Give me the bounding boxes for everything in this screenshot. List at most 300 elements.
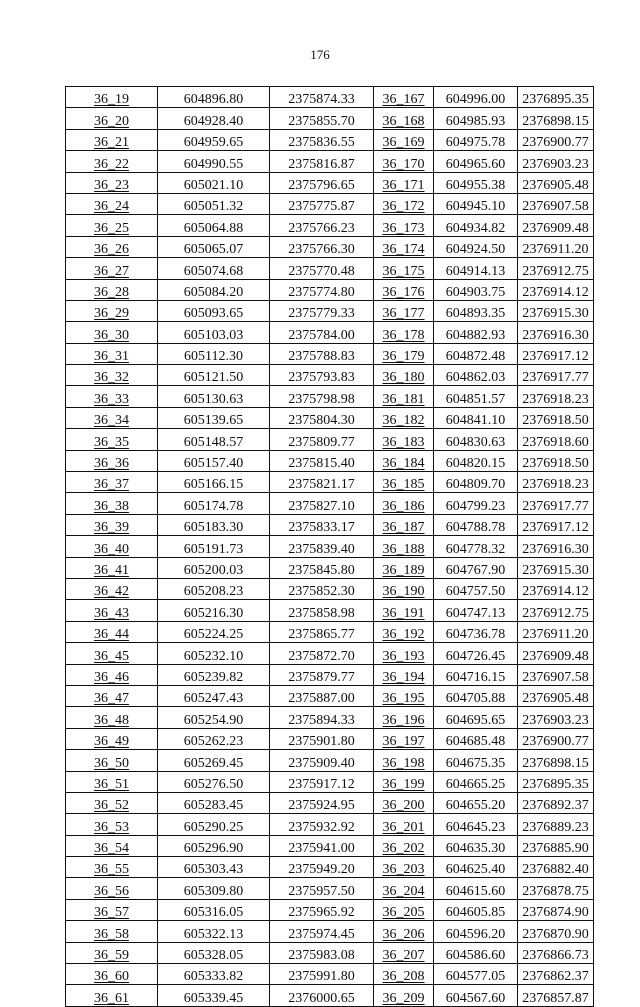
x-coordinate-cell: 605216.30 — [158, 600, 270, 621]
x-coordinate-cell: 605139.65 — [158, 407, 270, 428]
point-id-cell: 36_59 — [66, 942, 158, 963]
x-coordinate-cell: 604567.60 — [434, 985, 518, 1006]
y-coordinate-cell: 2375887.00 — [270, 685, 374, 706]
x-coordinate-cell: 604928.40 — [158, 108, 270, 129]
point-id-cell: 36_194 — [374, 664, 434, 685]
x-coordinate-cell: 604996.00 — [434, 87, 518, 108]
point-id-cell: 36_29 — [66, 300, 158, 321]
point-id-cell: 36_173 — [374, 215, 434, 236]
y-coordinate-cell: 2376905.48 — [518, 685, 594, 706]
y-coordinate-cell: 2376905.48 — [518, 172, 594, 193]
y-coordinate-cell: 2375796.65 — [270, 172, 374, 193]
point-id-cell: 36_175 — [374, 258, 434, 279]
point-id-cell: 36_171 — [374, 172, 434, 193]
table-row — [66, 215, 594, 236]
y-coordinate-cell: 2375901.80 — [270, 728, 374, 749]
y-coordinate-cell: 2375770.48 — [270, 258, 374, 279]
table-row — [66, 557, 594, 578]
point-id-cell: 36_47 — [66, 685, 158, 706]
x-coordinate-cell: 604841.10 — [434, 407, 518, 428]
x-coordinate-cell: 605093.65 — [158, 300, 270, 321]
table-row — [66, 643, 594, 664]
y-coordinate-cell: 2376914.12 — [518, 578, 594, 599]
x-coordinate-cell: 604903.75 — [434, 279, 518, 300]
y-coordinate-cell: 2376874.90 — [518, 899, 594, 920]
x-coordinate-cell: 605269.45 — [158, 750, 270, 771]
point-id-cell: 36_40 — [66, 536, 158, 557]
point-id-cell: 36_198 — [374, 750, 434, 771]
table-row — [66, 343, 594, 364]
point-id-cell: 36_57 — [66, 899, 158, 920]
x-coordinate-cell: 604975.78 — [434, 129, 518, 150]
x-coordinate-cell: 605276.50 — [158, 771, 270, 792]
y-coordinate-cell: 2376911.20 — [518, 621, 594, 642]
x-coordinate-cell: 604605.85 — [434, 899, 518, 920]
table-row — [66, 129, 594, 150]
table-row — [66, 985, 594, 1006]
x-coordinate-cell: 604934.82 — [434, 215, 518, 236]
y-coordinate-cell: 2376918.23 — [518, 386, 594, 407]
y-coordinate-cell: 2376911.20 — [518, 236, 594, 257]
y-coordinate-cell: 2376912.75 — [518, 258, 594, 279]
x-coordinate-cell: 605283.45 — [158, 792, 270, 813]
point-id-cell: 36_34 — [66, 407, 158, 428]
point-id-cell: 36_36 — [66, 450, 158, 471]
x-coordinate-cell: 604736.78 — [434, 621, 518, 642]
x-coordinate-cell: 604959.65 — [158, 129, 270, 150]
y-coordinate-cell: 2375855.70 — [270, 108, 374, 129]
x-coordinate-cell: 604820.15 — [434, 450, 518, 471]
point-id-cell: 36_32 — [66, 365, 158, 386]
table-row — [66, 108, 594, 129]
point-id-cell: 36_49 — [66, 728, 158, 749]
point-id-cell: 36_30 — [66, 322, 158, 343]
y-coordinate-cell: 2375804.30 — [270, 407, 374, 428]
point-id-cell: 36_185 — [374, 472, 434, 493]
x-coordinate-cell: 604924.50 — [434, 236, 518, 257]
y-coordinate-cell: 2376915.30 — [518, 557, 594, 578]
x-coordinate-cell: 604809.70 — [434, 472, 518, 493]
table-row — [66, 835, 594, 856]
table-row — [66, 771, 594, 792]
y-coordinate-cell: 2376900.77 — [518, 728, 594, 749]
y-coordinate-cell: 2375784.00 — [270, 322, 374, 343]
point-id-cell: 36_209 — [374, 985, 434, 1006]
point-id-cell: 36_169 — [374, 129, 434, 150]
y-coordinate-cell: 2375894.33 — [270, 707, 374, 728]
x-coordinate-cell: 605166.15 — [158, 472, 270, 493]
x-coordinate-cell: 604615.60 — [434, 878, 518, 899]
point-id-cell: 36_27 — [66, 258, 158, 279]
y-coordinate-cell: 2375793.83 — [270, 365, 374, 386]
x-coordinate-cell: 605112.30 — [158, 343, 270, 364]
y-coordinate-cell: 2376903.23 — [518, 151, 594, 172]
x-coordinate-cell: 604675.35 — [434, 750, 518, 771]
y-coordinate-cell: 2375821.17 — [270, 472, 374, 493]
x-coordinate-cell: 604985.93 — [434, 108, 518, 129]
point-id-cell: 36_21 — [66, 129, 158, 150]
y-coordinate-cell: 2375815.40 — [270, 450, 374, 471]
table-row — [66, 750, 594, 771]
point-id-cell: 36_178 — [374, 322, 434, 343]
point-id-cell: 36_172 — [374, 193, 434, 214]
table-row — [66, 707, 594, 728]
y-coordinate-cell: 2375957.50 — [270, 878, 374, 899]
y-coordinate-cell: 2375809.77 — [270, 429, 374, 450]
point-id-cell: 36_42 — [66, 578, 158, 599]
point-id-cell: 36_58 — [66, 921, 158, 942]
table-row — [66, 899, 594, 920]
point-id-cell: 36_41 — [66, 557, 158, 578]
y-coordinate-cell: 2375858.98 — [270, 600, 374, 621]
x-coordinate-cell: 604716.15 — [434, 664, 518, 685]
table-row — [66, 514, 594, 535]
x-coordinate-cell: 604799.23 — [434, 493, 518, 514]
x-coordinate-cell: 605074.68 — [158, 258, 270, 279]
point-id-cell: 36_43 — [66, 600, 158, 621]
point-id-cell: 36_23 — [66, 172, 158, 193]
y-coordinate-cell: 2375924.95 — [270, 792, 374, 813]
point-id-cell: 36_206 — [374, 921, 434, 942]
y-coordinate-cell: 2376900.77 — [518, 129, 594, 150]
point-id-cell: 36_186 — [374, 493, 434, 514]
x-coordinate-cell: 605208.23 — [158, 578, 270, 599]
y-coordinate-cell: 2375909.40 — [270, 750, 374, 771]
y-coordinate-cell: 2375974.45 — [270, 921, 374, 942]
table-row — [66, 450, 594, 471]
x-coordinate-cell: 604872.48 — [434, 343, 518, 364]
y-coordinate-cell: 2376895.35 — [518, 87, 594, 108]
y-coordinate-cell: 2375917.12 — [270, 771, 374, 792]
point-id-cell: 36_26 — [66, 236, 158, 257]
table-body — [66, 87, 594, 1007]
x-coordinate-cell: 604665.25 — [434, 771, 518, 792]
x-coordinate-cell: 605103.03 — [158, 322, 270, 343]
point-id-cell: 36_48 — [66, 707, 158, 728]
y-coordinate-cell: 2376917.12 — [518, 343, 594, 364]
x-coordinate-cell: 605339.45 — [158, 985, 270, 1006]
y-coordinate-cell: 2375941.00 — [270, 835, 374, 856]
x-coordinate-cell: 604851.57 — [434, 386, 518, 407]
table-row — [66, 193, 594, 214]
x-coordinate-cell: 605254.90 — [158, 707, 270, 728]
x-coordinate-cell: 604914.13 — [434, 258, 518, 279]
table-row — [66, 258, 594, 279]
y-coordinate-cell: 2375766.23 — [270, 215, 374, 236]
table-row — [66, 921, 594, 942]
table-row — [66, 664, 594, 685]
point-id-cell: 36_180 — [374, 365, 434, 386]
point-id-cell: 36_170 — [374, 151, 434, 172]
point-id-cell: 36_39 — [66, 514, 158, 535]
y-coordinate-cell: 2375983.08 — [270, 942, 374, 963]
point-id-cell: 36_181 — [374, 386, 434, 407]
point-id-cell: 36_38 — [66, 493, 158, 514]
point-id-cell: 36_190 — [374, 578, 434, 599]
point-id-cell: 36_182 — [374, 407, 434, 428]
x-coordinate-cell: 605247.43 — [158, 685, 270, 706]
table-row — [66, 600, 594, 621]
table-row — [66, 236, 594, 257]
table-row — [66, 964, 594, 985]
table-row — [66, 493, 594, 514]
y-coordinate-cell: 2375774.80 — [270, 279, 374, 300]
point-id-cell: 36_176 — [374, 279, 434, 300]
point-id-cell: 36_45 — [66, 643, 158, 664]
table-row — [66, 279, 594, 300]
point-id-cell: 36_205 — [374, 899, 434, 920]
point-id-cell: 36_208 — [374, 964, 434, 985]
x-coordinate-cell: 604896.80 — [158, 87, 270, 108]
table-row — [66, 172, 594, 193]
point-id-cell: 36_61 — [66, 985, 158, 1006]
y-coordinate-cell: 2375798.98 — [270, 386, 374, 407]
y-coordinate-cell: 2376857.87 — [518, 985, 594, 1006]
y-coordinate-cell: 2375965.92 — [270, 899, 374, 920]
y-coordinate-cell: 2375836.55 — [270, 129, 374, 150]
y-coordinate-cell: 2376866.73 — [518, 942, 594, 963]
x-coordinate-cell: 604955.38 — [434, 172, 518, 193]
y-coordinate-cell: 2376889.23 — [518, 814, 594, 835]
point-id-cell: 36_28 — [66, 279, 158, 300]
y-coordinate-cell: 2375845.80 — [270, 557, 374, 578]
point-id-cell: 36_203 — [374, 857, 434, 878]
table-row — [66, 857, 594, 878]
y-coordinate-cell: 2375879.77 — [270, 664, 374, 685]
point-id-cell: 36_31 — [66, 343, 158, 364]
table-row — [66, 814, 594, 835]
point-id-cell: 36_201 — [374, 814, 434, 835]
y-coordinate-cell: 2376000.65 — [270, 985, 374, 1006]
table-row — [66, 386, 594, 407]
table-row — [66, 472, 594, 493]
x-coordinate-cell: 604726.45 — [434, 643, 518, 664]
point-id-cell: 36_25 — [66, 215, 158, 236]
point-id-cell: 36_196 — [374, 707, 434, 728]
table-row — [66, 365, 594, 386]
x-coordinate-cell: 604695.65 — [434, 707, 518, 728]
x-coordinate-cell: 604778.32 — [434, 536, 518, 557]
point-id-cell: 36_174 — [374, 236, 434, 257]
x-coordinate-cell: 605130.63 — [158, 386, 270, 407]
point-id-cell: 36_56 — [66, 878, 158, 899]
x-coordinate-cell: 605309.80 — [158, 878, 270, 899]
x-coordinate-cell: 605021.10 — [158, 172, 270, 193]
x-coordinate-cell: 604747.13 — [434, 600, 518, 621]
y-coordinate-cell: 2376898.15 — [518, 750, 594, 771]
x-coordinate-cell: 605084.20 — [158, 279, 270, 300]
y-coordinate-cell: 2376918.23 — [518, 472, 594, 493]
coordinates-table — [65, 86, 594, 1007]
point-id-cell: 36_46 — [66, 664, 158, 685]
table-row — [66, 621, 594, 642]
x-coordinate-cell: 604882.93 — [434, 322, 518, 343]
x-coordinate-cell: 604645.23 — [434, 814, 518, 835]
x-coordinate-cell: 605191.73 — [158, 536, 270, 557]
x-coordinate-cell: 605316.05 — [158, 899, 270, 920]
x-coordinate-cell: 605328.05 — [158, 942, 270, 963]
x-coordinate-cell: 604596.20 — [434, 921, 518, 942]
point-id-cell: 36_188 — [374, 536, 434, 557]
x-coordinate-cell: 604767.90 — [434, 557, 518, 578]
y-coordinate-cell: 2375949.20 — [270, 857, 374, 878]
y-coordinate-cell: 2376914.12 — [518, 279, 594, 300]
x-coordinate-cell: 605051.32 — [158, 193, 270, 214]
y-coordinate-cell: 2375788.83 — [270, 343, 374, 364]
x-coordinate-cell: 604655.20 — [434, 792, 518, 813]
y-coordinate-cell: 2376862.37 — [518, 964, 594, 985]
y-coordinate-cell: 2375827.10 — [270, 493, 374, 514]
point-id-cell: 36_204 — [374, 878, 434, 899]
table-row — [66, 578, 594, 599]
point-id-cell: 36_192 — [374, 621, 434, 642]
page-number: 176 — [310, 47, 330, 62]
x-coordinate-cell: 604757.50 — [434, 578, 518, 599]
point-id-cell: 36_51 — [66, 771, 158, 792]
x-coordinate-cell: 605064.88 — [158, 215, 270, 236]
y-coordinate-cell: 2376909.48 — [518, 215, 594, 236]
y-coordinate-cell: 2376903.23 — [518, 707, 594, 728]
x-coordinate-cell: 605239.82 — [158, 664, 270, 685]
point-id-cell: 36_54 — [66, 835, 158, 856]
y-coordinate-cell: 2376892.37 — [518, 792, 594, 813]
point-id-cell: 36_35 — [66, 429, 158, 450]
point-id-cell: 36_195 — [374, 685, 434, 706]
table-row — [66, 685, 594, 706]
point-id-cell: 36_52 — [66, 792, 158, 813]
y-coordinate-cell: 2376878.75 — [518, 878, 594, 899]
y-coordinate-cell: 2376917.77 — [518, 493, 594, 514]
y-coordinate-cell: 2376917.12 — [518, 514, 594, 535]
table-row — [66, 536, 594, 557]
x-coordinate-cell: 605121.50 — [158, 365, 270, 386]
y-coordinate-cell: 2376916.30 — [518, 322, 594, 343]
x-coordinate-cell: 605262.23 — [158, 728, 270, 749]
table-row — [66, 878, 594, 899]
point-id-cell: 36_22 — [66, 151, 158, 172]
x-coordinate-cell: 604830.63 — [434, 429, 518, 450]
y-coordinate-cell: 2376916.30 — [518, 536, 594, 557]
point-id-cell: 36_189 — [374, 557, 434, 578]
x-coordinate-cell: 604945.10 — [434, 193, 518, 214]
y-coordinate-cell: 2376907.58 — [518, 664, 594, 685]
y-coordinate-cell: 2376912.75 — [518, 600, 594, 621]
y-coordinate-cell: 2375932.92 — [270, 814, 374, 835]
point-id-cell: 36_60 — [66, 964, 158, 985]
point-id-cell: 36_202 — [374, 835, 434, 856]
x-coordinate-cell: 604577.05 — [434, 964, 518, 985]
point-id-cell: 36_191 — [374, 600, 434, 621]
point-id-cell: 36_199 — [374, 771, 434, 792]
y-coordinate-cell: 2375816.87 — [270, 151, 374, 172]
y-coordinate-cell: 2375852.30 — [270, 578, 374, 599]
y-coordinate-cell: 2376895.35 — [518, 771, 594, 792]
y-coordinate-cell: 2375766.30 — [270, 236, 374, 257]
y-coordinate-cell: 2376907.58 — [518, 193, 594, 214]
y-coordinate-cell: 2376898.15 — [518, 108, 594, 129]
x-coordinate-cell: 605290.25 — [158, 814, 270, 835]
x-coordinate-cell: 605303.43 — [158, 857, 270, 878]
y-coordinate-cell: 2375833.17 — [270, 514, 374, 535]
y-coordinate-cell: 2375839.40 — [270, 536, 374, 557]
table-row — [66, 322, 594, 343]
table-row — [66, 728, 594, 749]
point-id-cell: 36_200 — [374, 792, 434, 813]
point-id-cell: 36_50 — [66, 750, 158, 771]
x-coordinate-cell: 604862.03 — [434, 365, 518, 386]
table-row — [66, 87, 594, 108]
point-id-cell: 36_19 — [66, 87, 158, 108]
point-id-cell: 36_207 — [374, 942, 434, 963]
x-coordinate-cell: 605224.25 — [158, 621, 270, 642]
table-row — [66, 407, 594, 428]
point-id-cell: 36_187 — [374, 514, 434, 535]
y-coordinate-cell: 2376918.50 — [518, 407, 594, 428]
point-id-cell: 36_167 — [374, 87, 434, 108]
y-coordinate-cell: 2375872.70 — [270, 643, 374, 664]
y-coordinate-cell: 2375991.80 — [270, 964, 374, 985]
y-coordinate-cell: 2376917.77 — [518, 365, 594, 386]
x-coordinate-cell: 604586.60 — [434, 942, 518, 963]
y-coordinate-cell: 2376909.48 — [518, 643, 594, 664]
x-coordinate-cell: 604788.78 — [434, 514, 518, 535]
x-coordinate-cell: 605174.78 — [158, 493, 270, 514]
x-coordinate-cell: 604625.40 — [434, 857, 518, 878]
x-coordinate-cell: 605183.30 — [158, 514, 270, 535]
point-id-cell: 36_53 — [66, 814, 158, 835]
x-coordinate-cell: 605157.40 — [158, 450, 270, 471]
x-coordinate-cell: 605148.57 — [158, 429, 270, 450]
y-coordinate-cell: 2376918.60 — [518, 429, 594, 450]
point-id-cell: 36_55 — [66, 857, 158, 878]
y-coordinate-cell: 2375779.33 — [270, 300, 374, 321]
point-id-cell: 36_184 — [374, 450, 434, 471]
table-row — [66, 300, 594, 321]
x-coordinate-cell: 604705.88 — [434, 685, 518, 706]
point-id-cell: 36_20 — [66, 108, 158, 129]
y-coordinate-cell: 2375865.77 — [270, 621, 374, 642]
y-coordinate-cell: 2375775.87 — [270, 193, 374, 214]
x-coordinate-cell: 604893.35 — [434, 300, 518, 321]
y-coordinate-cell: 2375874.33 — [270, 87, 374, 108]
y-coordinate-cell: 2376885.90 — [518, 835, 594, 856]
x-coordinate-cell: 605322.13 — [158, 921, 270, 942]
y-coordinate-cell: 2376870.90 — [518, 921, 594, 942]
point-id-cell: 36_193 — [374, 643, 434, 664]
y-coordinate-cell: 2376918.50 — [518, 450, 594, 471]
x-coordinate-cell: 604685.48 — [434, 728, 518, 749]
point-id-cell: 36_24 — [66, 193, 158, 214]
x-coordinate-cell: 604635.30 — [434, 835, 518, 856]
y-coordinate-cell: 2376915.30 — [518, 300, 594, 321]
y-coordinate-cell: 2376882.40 — [518, 857, 594, 878]
point-id-cell: 36_179 — [374, 343, 434, 364]
table-row — [66, 429, 594, 450]
x-coordinate-cell: 604990.55 — [158, 151, 270, 172]
x-coordinate-cell: 605296.90 — [158, 835, 270, 856]
x-coordinate-cell: 605065.07 — [158, 236, 270, 257]
point-id-cell: 36_183 — [374, 429, 434, 450]
x-coordinate-cell: 605200.03 — [158, 557, 270, 578]
point-id-cell: 36_197 — [374, 728, 434, 749]
x-coordinate-cell: 605232.10 — [158, 643, 270, 664]
point-id-cell: 36_44 — [66, 621, 158, 642]
point-id-cell: 36_37 — [66, 472, 158, 493]
x-coordinate-cell: 605333.82 — [158, 964, 270, 985]
point-id-cell: 36_177 — [374, 300, 434, 321]
point-id-cell: 36_33 — [66, 386, 158, 407]
table-row — [66, 792, 594, 813]
